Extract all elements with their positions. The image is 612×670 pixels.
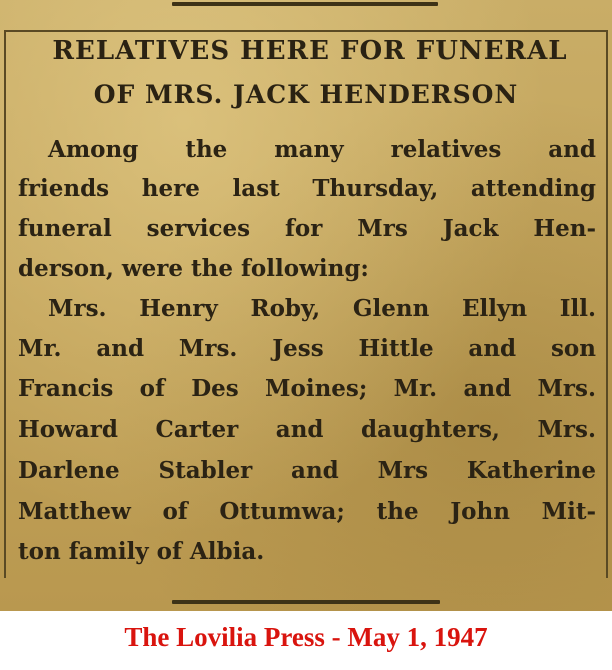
article-line: Mrs. Henry Roby, Glenn Ellyn Ill. xyxy=(48,295,596,322)
column-top-border xyxy=(4,30,608,32)
headline-line-2: OF MRS. JACK HENDERSON xyxy=(93,80,519,109)
headline-line-1: RELATIVES HERE FOR FUNERAL xyxy=(52,36,568,66)
article-line: Mr. and Mrs. Jess Hittle and son xyxy=(18,335,596,362)
source-caption: The Lovilia Press - May 1, 1947 xyxy=(124,622,488,652)
article-line: Among the many relatives and xyxy=(48,136,596,163)
column-right-border xyxy=(606,30,608,578)
top-rule xyxy=(172,2,438,6)
article-line: derson, were the following: xyxy=(18,255,369,282)
column-left-border xyxy=(4,30,6,578)
article-line: friends here last Thursday, attending xyxy=(18,175,596,202)
article-line: Francis of Des Moines; Mr. and Mrs. xyxy=(18,375,596,402)
bottom-rule xyxy=(172,600,440,604)
article-line: ton family of Albia. xyxy=(18,538,265,565)
article-line: Howard Carter and daughters, Mrs. xyxy=(18,416,596,443)
article-line: Matthew of Ottumwa; the John Mit- xyxy=(18,498,596,525)
article-line: Darlene Stabler and Mrs Katherine xyxy=(18,457,596,484)
article-line: funeral services for Mrs Jack Hen- xyxy=(18,215,596,242)
